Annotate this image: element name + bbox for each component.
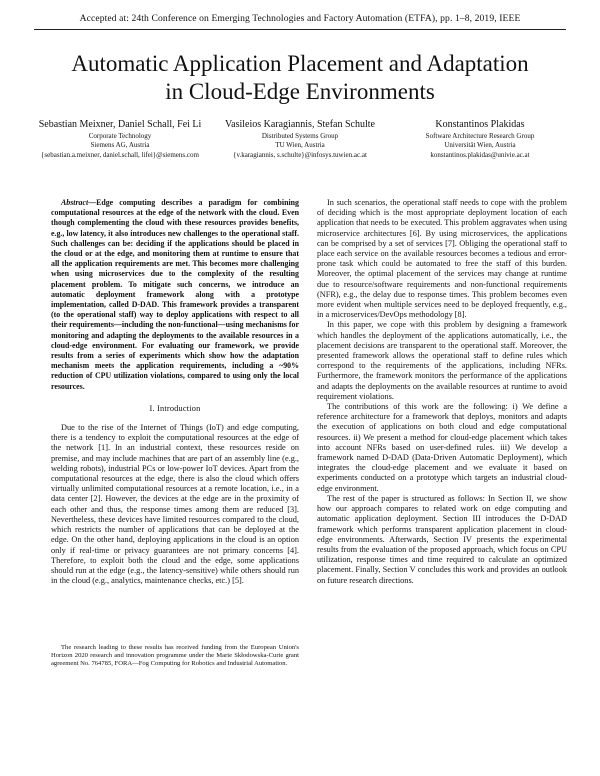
author-names: Vasileios Karagiannis, Stefan Schulte xyxy=(225,119,375,130)
author-names: Konstantinos Plakidas xyxy=(435,119,525,130)
author-group-tuwien xyxy=(210,119,390,160)
acceptance-header: Accepted at: 24th Conference on Emerging Technologies and Factory Automation (ETFA), pp. 1–8, 2019, IEEE xyxy=(79,13,521,24)
title-line-2: in Cloud-Edge Environments xyxy=(165,79,435,104)
title-line-1: Automatic Application Placement and Adaptation xyxy=(71,51,529,76)
author-org: Corporate Technology xyxy=(88,132,152,140)
funding-footnote: The research leading to these results has received funding from the European Union's Horizon 2020 research and innovation programme under the Marie Skłodowska-Curie grant agreement No. 764785, FORA—Fog Computing for Robotics and Industrial Automation. xyxy=(51,644,299,667)
author-place: Universität Wien, Austria xyxy=(444,141,516,150)
abstract xyxy=(51,198,299,392)
left-column xyxy=(51,198,299,586)
author-group-siemens xyxy=(30,119,210,160)
author-email: konstantinos.plakidas@univie.ac.at xyxy=(430,150,530,159)
author-org: Distributed Systems Group xyxy=(261,132,339,140)
author-group-univie xyxy=(390,119,570,160)
abstract-text: —Edge computing describes a paradigm for combining computational resources at the edge of the network with the cloud. Even though complementing the cloud with these resources provides benefits, e.g., low latency, it also introduces new challenges to the operational staff. Such challenges can be: deciding if the applications should be placed in the cloud or at the edge, and monitoring them at runtime to ensure that all the application requirements are met. This becomes more challenging when using microservices due to the complexity of the resulting placement problem. To mitigate such concerns, we introduce an automatic deployment framework along with a prototype implementation, called D-DAD. This framework provides a transparent (to the operational staff) way to deploy applications with respect to all their requirements—including the non-functional—using mechanisms for monitoring and adapting the deployments to the available resources in a cloud-edge environment. For evaluating our framework, we provide results from a series of experiments which show how the adaptation mechanism meets the application requirements, including a ~90% reduction of CPU utilization violations, compared to using only the local resources. xyxy=(51,198,299,391)
author-org: Software Architecture Research Group xyxy=(425,132,535,140)
header-rule xyxy=(34,29,566,30)
contributions-paragraph: The contributions of this work are the following: i) We define a reference architecture for a framework that deploys, monitors and adapts the execution of applications on both cloud and edge computational resources. ii) We present a method for cloud-edge placement which takes into account NFRs based on user-defined rules. iii) We develop a framework named D-DAD (Data-Driven Automatic Deployment), which integrates the cloud-edge placement and we evaluate it based on experiments conducted on a prototype which targets an industrial cloud-edge environment. xyxy=(317,402,567,493)
abstract-lead: Abstract xyxy=(61,198,89,207)
author-email: {v.karagiannis, s.schulte}@infosys.tuwien.ac.at xyxy=(233,150,367,159)
author-place: TU Wien, Austria xyxy=(275,141,325,150)
intro-paragraph-3: In this paper, we cope with this problem by designing a framework which handles the deployment of the applications automatically, i.e., the placement decisions are transparent to the operational staff. Moreover, the presented framework allows the operational staff to define rules which correspond to the requirements of the applications, including NFRs. Furthermore, the framework monitors the performance of the applications and adapts the deployments on the available resources at runtime to avoid requirement violations. xyxy=(317,320,567,401)
structure-paragraph: The rest of the paper is structured as follows: In Section II, we show how our approach compares to related work on edge computing and automatic application deployment. Section III introduces the D-DAD framework which performs transparent application placement in cloud-edge environments. Afterwards, Section IV presents the experimental results from the evaluation of the proposed approach, which focus on CPU utilization, response times and time required to calculate an optimized placement. Finally, Section V concludes this work and provides an outlook on future research directions. xyxy=(317,493,567,585)
intro-paragraph-1: Due to the rise of the Internet of Things (IoT) and edge computing, there is a tendency to exploit the computational resources at the edge of the network [1]. In an industrial context, these resources reside on premise, and may include machines that are part of an assembly line (e.g., welding robots), industrial PCs or low-power IoT devices. Apart from the computational resources at the edge, there is also the cloud which offers virtually unlimited computational resources at a remote location, i.e., in a data center [2]. However, the devices at the edge are in the proximity of each other and thus, the response times among them are reduced [3]. Nevertheless, these devices have limited resources compared to the cloud, which restricts the number of applications that can be deployed at the edge. On the other hand, deploying applications in the cloud is an option only if real-time or privacy guarantees are not primary concerns [4]. Therefore, to exploit both the cloud and the edge, some applications should run at the edge (e.g., the latency-sensitive) while others should run in the cloud (e.g., analytics, maintenance checks, etc.) [5]. xyxy=(51,423,299,586)
author-block xyxy=(30,119,570,169)
right-column xyxy=(317,198,567,586)
section-heading-introduction: I. Introduction xyxy=(149,403,201,413)
paper-title xyxy=(0,50,600,106)
author-email: {sebastian.a.meixner, daniel.schall, lifei}@siemens.com xyxy=(41,150,199,159)
author-place: Siemens AG, Austria xyxy=(90,141,150,150)
intro-paragraph-2: In such scenarios, the operational staff needs to cope with the problem of deciding which is the most appropriate deployment location of each application that needs to be executed. This problem aggravates when using microservice architectures [6]. By using microservices, the applications can be comprised by a set of services [7]. Obliging the operational staff to place each service on the available resources becomes a tedious and error-prone task which could be automated to free the staff of this burden. Moreover, the optimal placement of the services may change at runtime due to resource/software requirements and non-functional requirements (NFR), e.g., the delay due to response times. This problem becomes even more evident when multiple services need to be deployed frequently, e.g., in a microservices/DevOps methodology [8]. xyxy=(317,198,567,320)
author-names: Sebastian Meixner, Daniel Schall, Fei Li xyxy=(38,119,202,130)
